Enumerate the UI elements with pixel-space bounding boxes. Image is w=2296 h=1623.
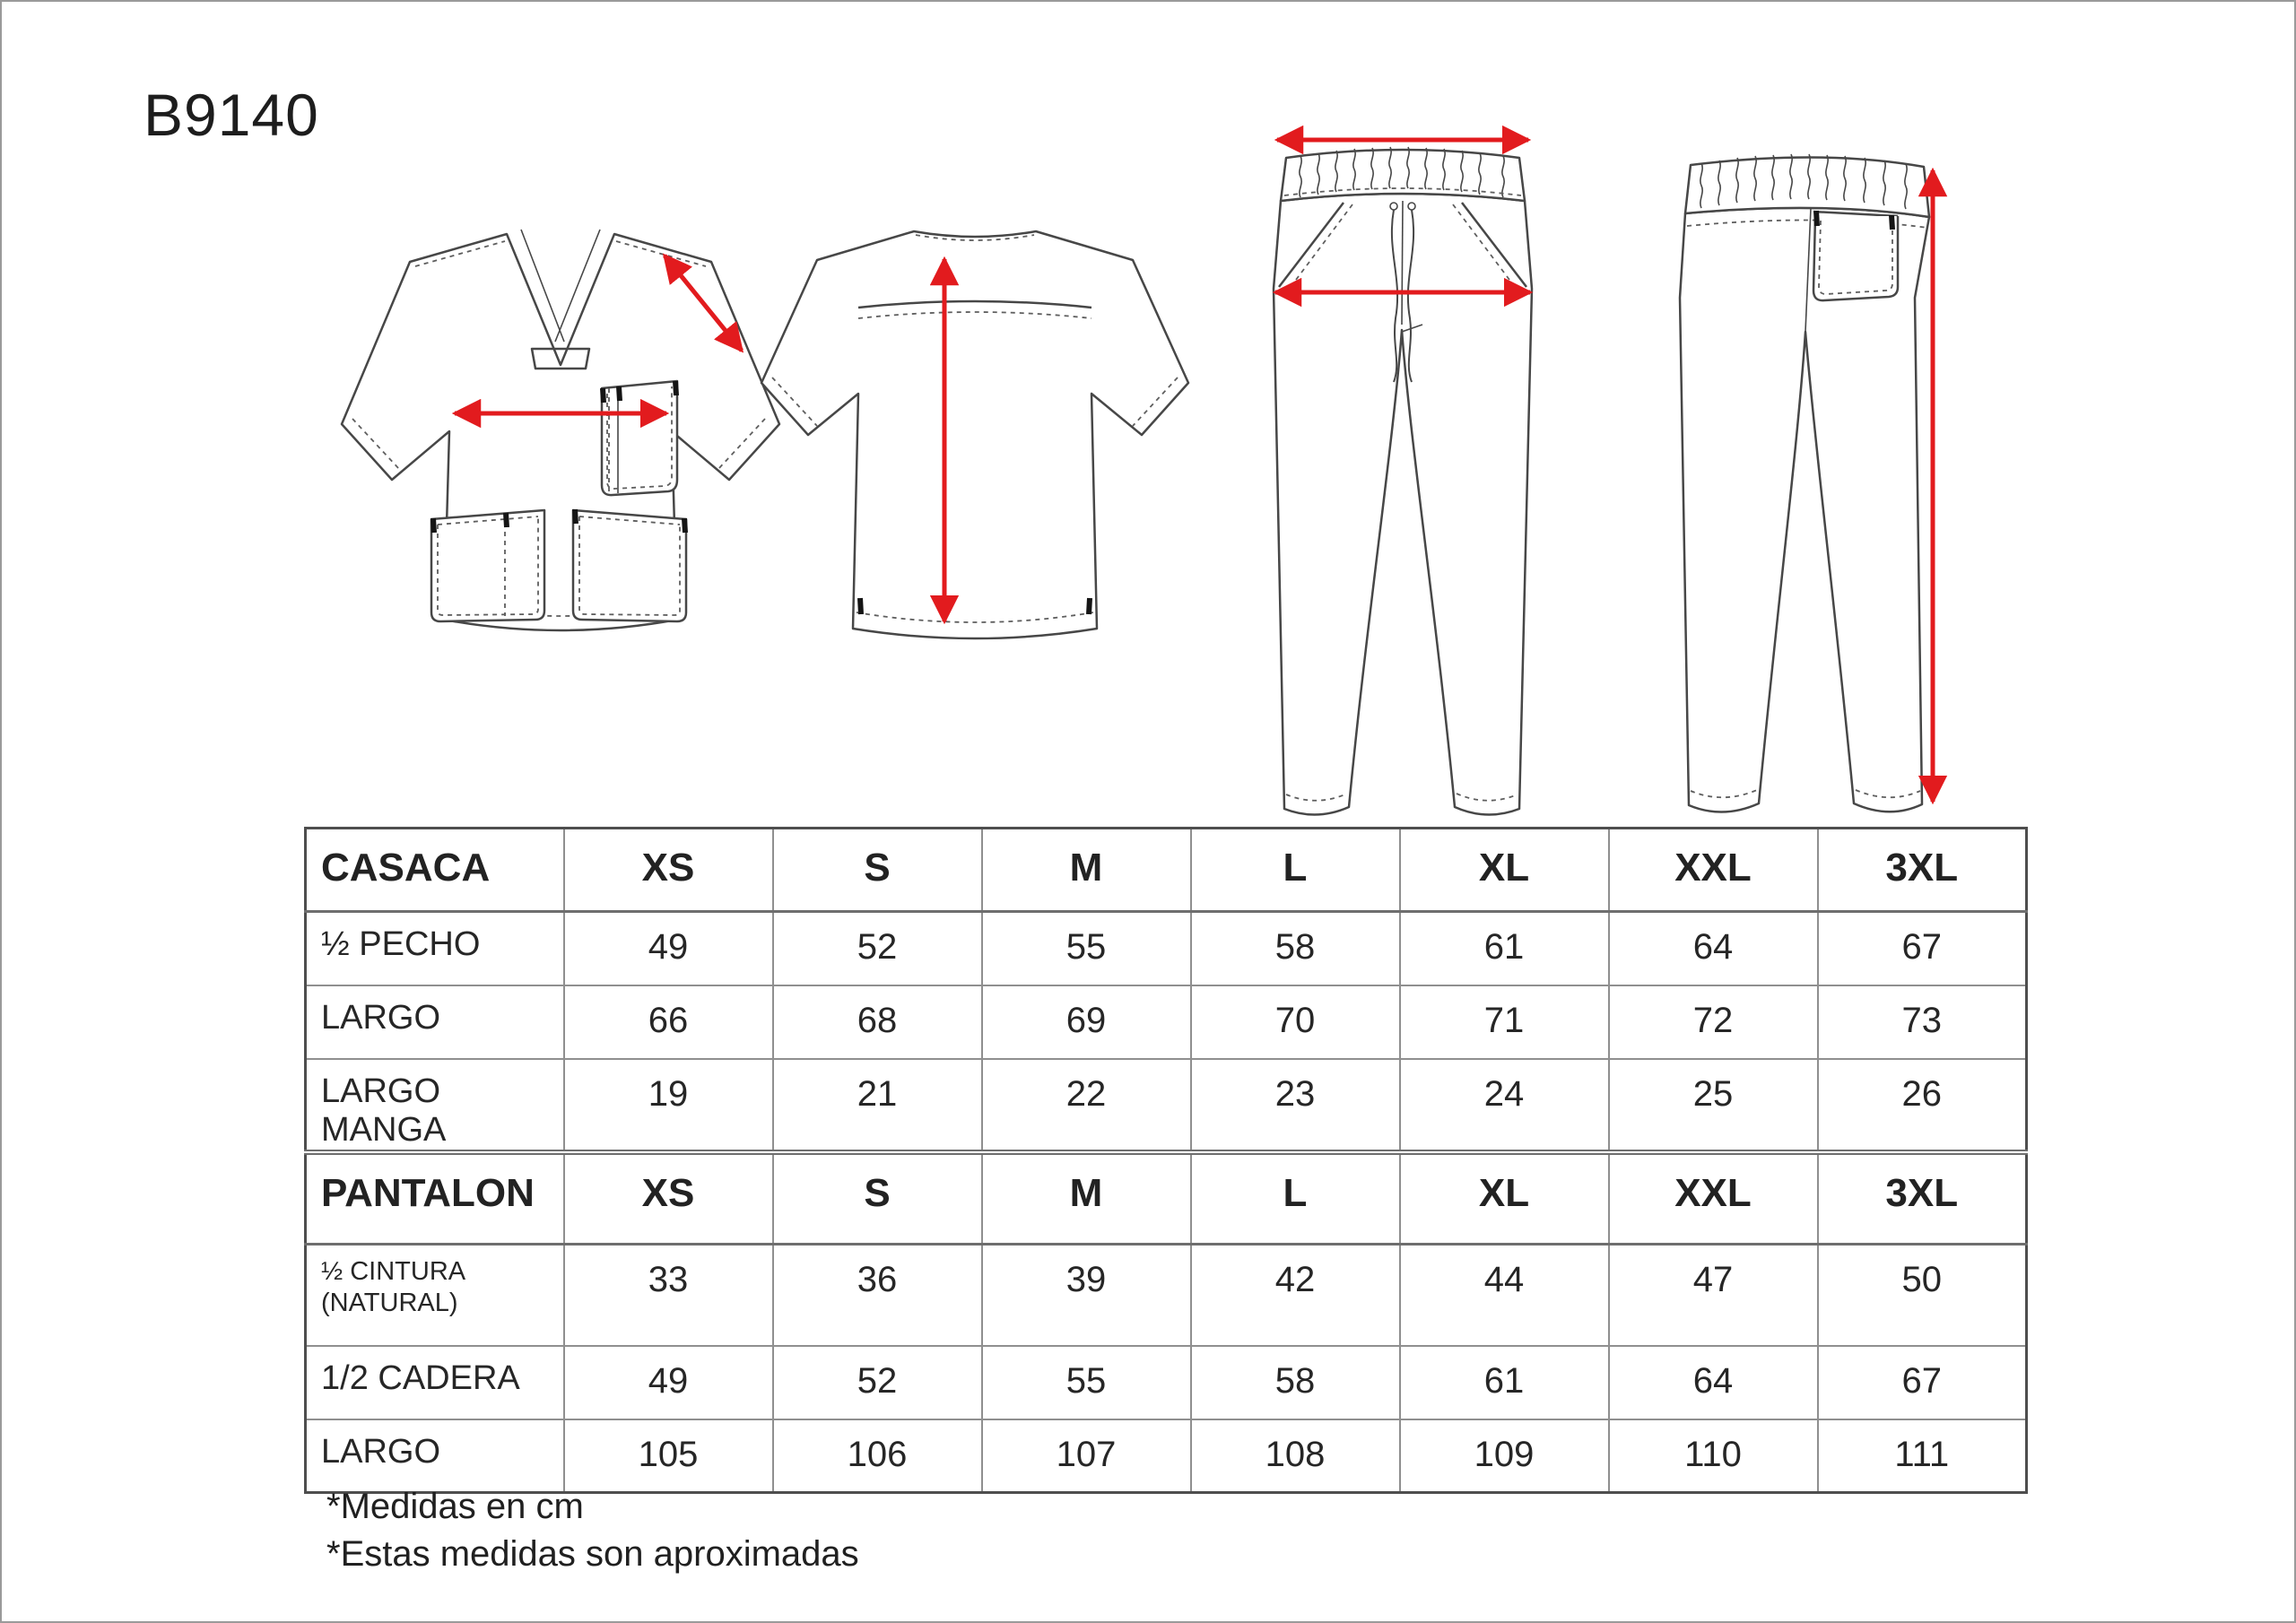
size-column-header: XS: [564, 1152, 773, 1245]
size-column-header: S: [773, 829, 982, 912]
measurement-label: LARGO: [306, 985, 564, 1059]
lower-left-pocket: [431, 510, 544, 621]
measurement-value: 72: [1609, 985, 1818, 1059]
measurement-value: 67: [1818, 912, 2027, 985]
measurement-value: 71: [1400, 985, 1609, 1059]
measurement-value: 49: [564, 912, 773, 985]
measurement-row: [306, 1419, 2027, 1493]
measurement-value: 67: [1818, 1346, 2027, 1419]
measurement-value: 24: [1400, 1059, 1609, 1152]
measurement-value: 42: [1191, 1245, 1400, 1346]
measurement-label: LARGO MANGA: [306, 1059, 564, 1152]
measurement-value: 105: [564, 1419, 773, 1493]
size-table: [304, 827, 2028, 1494]
size-column-header: M: [982, 1152, 1191, 1245]
measurement-value: 52: [773, 912, 982, 985]
measurement-value: 26: [1818, 1059, 2027, 1152]
product-code: B9140: [144, 82, 319, 148]
measurement-row: [306, 985, 2027, 1059]
measurement-value: 64: [1609, 1346, 1818, 1419]
measurement-value: 66: [564, 985, 773, 1059]
size-column-header: 3XL: [1818, 1152, 2027, 1245]
section-title-cell: PANTALON: [306, 1152, 564, 1245]
measurement-value: 47: [1609, 1245, 1818, 1346]
lower-right-pocket: [573, 510, 686, 621]
measurement-value: 109: [1400, 1419, 1609, 1493]
size-column-header: M: [982, 829, 1191, 912]
size-column-header: L: [1191, 829, 1400, 912]
measurement-value: 61: [1400, 1346, 1609, 1419]
measurement-value: 50: [1818, 1245, 2027, 1346]
measurement-value: 106: [773, 1419, 982, 1493]
measurement-value: 44: [1400, 1245, 1609, 1346]
size-column-header: XXL: [1609, 829, 1818, 912]
measurement-value: 55: [982, 912, 1191, 985]
size-column-header: 3XL: [1818, 829, 2027, 912]
front-rise-seam: [1402, 201, 1403, 325]
measurement-value: 68: [773, 985, 982, 1059]
measurement-value: 49: [564, 1346, 773, 1419]
chest-pocket: [602, 381, 677, 495]
section-title-cell: CASACA: [306, 829, 564, 912]
scrub-top-front-drawing: [329, 220, 788, 661]
size-column-header: XXL: [1609, 1152, 1818, 1245]
back-pocket: [1813, 216, 1898, 300]
size-column-header: L: [1191, 1152, 1400, 1245]
measurement-value: 21: [773, 1059, 982, 1152]
measurement-value: 64: [1609, 912, 1818, 985]
size-column-header: XL: [1400, 829, 1609, 912]
size-column-header: S: [773, 1152, 982, 1245]
measurement-label: LARGO: [306, 1419, 564, 1493]
pantalon-header-row: [306, 1152, 2027, 1245]
measurement-label: ½ CINTURA (NATURAL): [306, 1245, 564, 1346]
casaca-header-row: [306, 829, 2027, 912]
scrub-pants-front-drawing: [1268, 117, 1537, 827]
measurement-value: 33: [564, 1245, 773, 1346]
scrub-pants-back-drawing: [1674, 127, 1970, 836]
measurement-row: [306, 912, 2027, 985]
measurement-value: 22: [982, 1059, 1191, 1152]
size-column-header: XL: [1400, 1152, 1609, 1245]
elastic-waistband: [1685, 157, 1929, 217]
measurement-value: 107: [982, 1419, 1191, 1493]
measurement-value: 110: [1609, 1419, 1818, 1493]
measurement-value: 70: [1191, 985, 1400, 1059]
scrub-top-back-drawing: [760, 220, 1190, 668]
measurement-value: 36: [773, 1245, 982, 1346]
measurement-value: 52: [773, 1346, 982, 1419]
footnotes: [326, 1483, 859, 1578]
measurement-label: ½ PECHO: [306, 912, 564, 985]
measurement-value: 61: [1400, 912, 1609, 985]
measurement-value: 55: [982, 1346, 1191, 1419]
measurement-row: [306, 1059, 2027, 1152]
measurement-value: 69: [982, 985, 1191, 1059]
measurement-value: 111: [1818, 1419, 2027, 1493]
measurement-value: 19: [564, 1059, 773, 1152]
measurement-value: 58: [1191, 1346, 1400, 1419]
measurement-label: 1/2 CADERA: [306, 1346, 564, 1419]
measurement-value: 23: [1191, 1059, 1400, 1152]
measurement-value: 25: [1609, 1059, 1818, 1152]
measurement-value: 58: [1191, 912, 1400, 985]
measurement-value: 73: [1818, 985, 2027, 1059]
size-table-body: [306, 829, 2027, 1493]
footnote-approx: *Estas medidas son aproximadas: [326, 1533, 859, 1574]
measurement-row: [306, 1245, 2027, 1346]
measurement-value: 39: [982, 1245, 1191, 1346]
measurement-value: 108: [1191, 1419, 1400, 1493]
size-column-header: XS: [564, 829, 773, 912]
measurement-row: [306, 1346, 2027, 1419]
footnote-units: *Medidas en cm: [326, 1487, 584, 1526]
